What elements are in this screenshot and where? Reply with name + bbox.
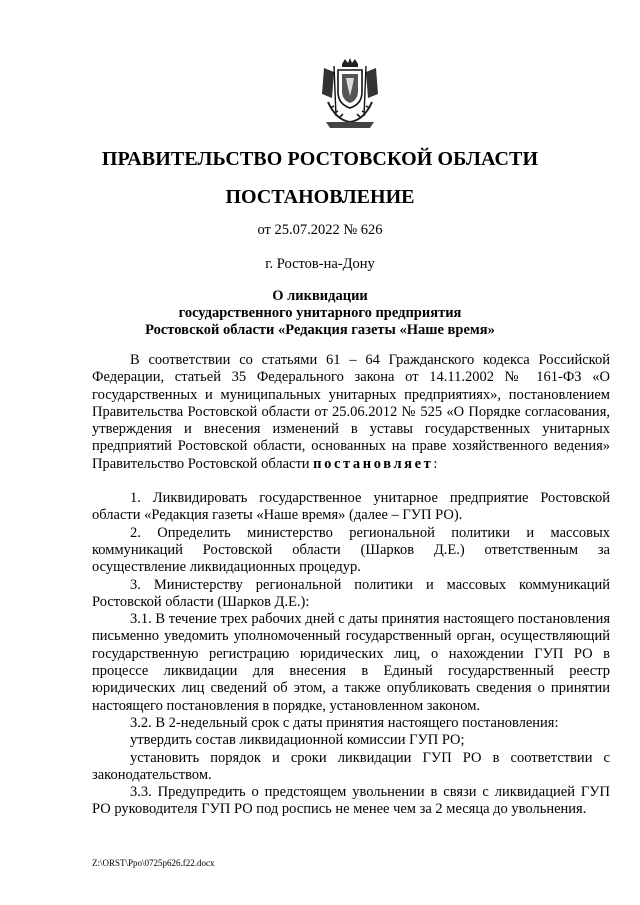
document-subject: [0, 288, 640, 339]
coat-of-arms-icon: [316, 58, 384, 130]
item-paragraph: 2. Определить министерство региональной политики и массовых коммуникаций Ростовской области (Шарков Д.Е.) ответственным за осуществление ликвидационных процедур.: [92, 524, 610, 576]
subject-line: О ликвидации: [272, 288, 368, 304]
item-paragraph: установить порядок и сроки ликвидации ГУП РО в соответствии с законодательством.: [92, 749, 610, 783]
preamble-paragraph: [92, 352, 610, 473]
decides-word: постановляет: [313, 455, 434, 472]
city: г. Ростов-на-Дону: [265, 256, 375, 272]
item-paragraph: утвердить состав ликвидационной комиссии ГУП РО;: [130, 732, 465, 749]
subject-line: Ростовской области «Редакция газеты «Наше время»: [145, 322, 495, 338]
item-paragraph: 3. Министерству региональной политики и массовых коммуникаций Ростовской области (Шарков Д.Е.):: [92, 576, 610, 610]
item-paragraph: 3.3. Предупредить о предстоящем увольнении в связи с ликвидацией ГУП РО руководителя ГУП РО под роспись не менее чем за 2 месяца до увольнения.: [92, 784, 610, 818]
subject-line: государственного унитарного предприятия: [178, 305, 462, 321]
document-type: ПОСТАНОВЛЕНИЕ: [225, 186, 415, 208]
item-paragraph: 3.2. В 2-недельный срок с даты принятия настоящего постановления:: [130, 714, 559, 731]
item-paragraph: 1. Ликвидировать государственное унитарное предприятие Ростовской области «Редакция газеты «Наше время» (далее – ГУП РО).: [92, 490, 610, 524]
file-path-footer: Z:\ORST\Ppo\0725p626.f22.docx: [92, 858, 215, 868]
organization-title: ПРАВИТЕЛЬСТВО РОСТОВСКОЙ ОБЛАСТИ: [101, 148, 539, 170]
date-number: от 25.07.2022 № 626: [257, 222, 383, 238]
decides-suffix: :: [433, 455, 438, 472]
preamble-text: В соответствии со статьями 61 – 64 Гражданского кодекса Российской Федерации, статьей 35 Федерального закона от 14.11.2002 № 161-ФЗ «О государственных и муниципальных унитарных предприятиях», постановлением Правительства Ростовской области от 25.06.2012 № 525 «О Порядке согласования, утверждения и внесения изменений в уставы государственных унитарных предприятий Ростовской области, основанных на праве хозяйственного ведения» Правительство Ростовской области: [92, 352, 610, 472]
document-body: [92, 352, 610, 819]
item-paragraph: 3.1. В течение трех рабочих дней с даты принятия настоящего постановления письменно уведомить уполномоченный государственный орган, осуществляющий государственную регистрацию юридических лиц, о нахождении ГУП РО в процессе ликвидации для внесения в Единый государственный реестр юридических лиц сведений об этом, а также опубликовать сведения о принятии настоящего постановления в порядке, установленном законом.: [92, 611, 610, 714]
